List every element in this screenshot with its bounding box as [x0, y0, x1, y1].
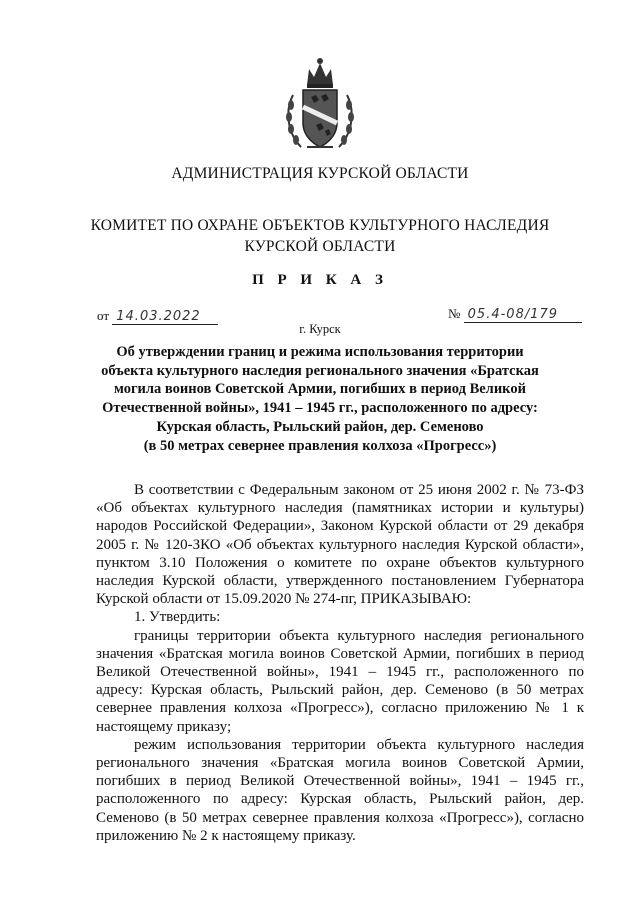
committee-title — [60, 215, 580, 257]
city-label: г. Курск — [299, 322, 341, 336]
handwritten-date: 14.03.2022 — [112, 309, 218, 325]
committee-title-line1: КОМИТЕТ ПО ОХРАНЕ ОБЪЕКТОВ КУЛЬТУРНОГО НАСЛЕДИЯ — [90, 217, 550, 234]
subject-line: Отечественной войны», 1941 – 1945 гг., расположенного по адресу: — [102, 400, 538, 417]
subject-line: объекта культурного наследия регионального значения «Братская — [101, 362, 539, 379]
subject-line: могила воинов Советской Армии, погибших в период Великой — [114, 381, 526, 398]
administration-title: АДМИНИСТРАЦИЯ КУРСКОЙ ОБЛАСТИ — [171, 165, 469, 182]
subject-line: Об утверждении границ и режима использования территории — [116, 344, 524, 360]
body-paragraph: границы территории объекта культурного наследия регионального значения «Братская могила воинов Советской Армии, погибших в период Великой Отечественной войны», 1941 – 1945 гг., расположенного по адресу: Курская область, Рыльский район, дер. Семеново (в 50 метрах севернее правления колхоза «Прогресс»), согласно приложению № 1 к настоящему приказу; — [96, 627, 584, 735]
body-paragraph: режим использования территории объекта культурного наследия регионального значения «Братская могила воинов Советской Армии, погибших в период Великой Отечественной войны», 1941 – 1945 гг., расположенного по адресу: Курская область, Рыльский район, дер. Семеново (в 50 метрах севернее правления колхоза «Прогресс»), согласно приложению № 2 к настоящему приказу. — [96, 736, 584, 844]
document-type-heading: П Р И К А З — [252, 272, 388, 288]
number-line — [448, 306, 582, 323]
handwritten-number: 05.4-08/179 — [464, 307, 582, 323]
order-subject — [80, 343, 560, 455]
committee-title-line2: КУРСКОЙ ОБЛАСТИ — [244, 238, 396, 255]
subject-line: Курская область, Рыльский район, дер. Семеново — [156, 418, 484, 435]
number-label: № — [448, 306, 461, 321]
subject-line: (в 50 метрах севернее правления колхоза «Прогресс») — [143, 437, 497, 454]
body-paragraph: 1. Утвердить: — [134, 609, 221, 626]
coat-of-arms-emblem — [283, 55, 357, 153]
body-paragraph: В соответствии с Федеральным законом от 25 июня 2002 г. № 73-ФЗ «Об объектах культурного наследия (памятниках истории и культуры) народов Российской Федерации», Законом Курской области от 29 декабря 2005 г. № 120-ЗКО «Об объектах культурного наследия Курской области», пунктом 3.10 Положения о комитете по охране объектов культурного наследия Курской области, утвержденного постановлением Губернатора Курской области от 15.09.2020 № 274-пг, ПРИКАЗЫВАЮ: — [96, 482, 584, 608]
date-label: от — [97, 308, 110, 323]
order-body — [96, 481, 584, 845]
